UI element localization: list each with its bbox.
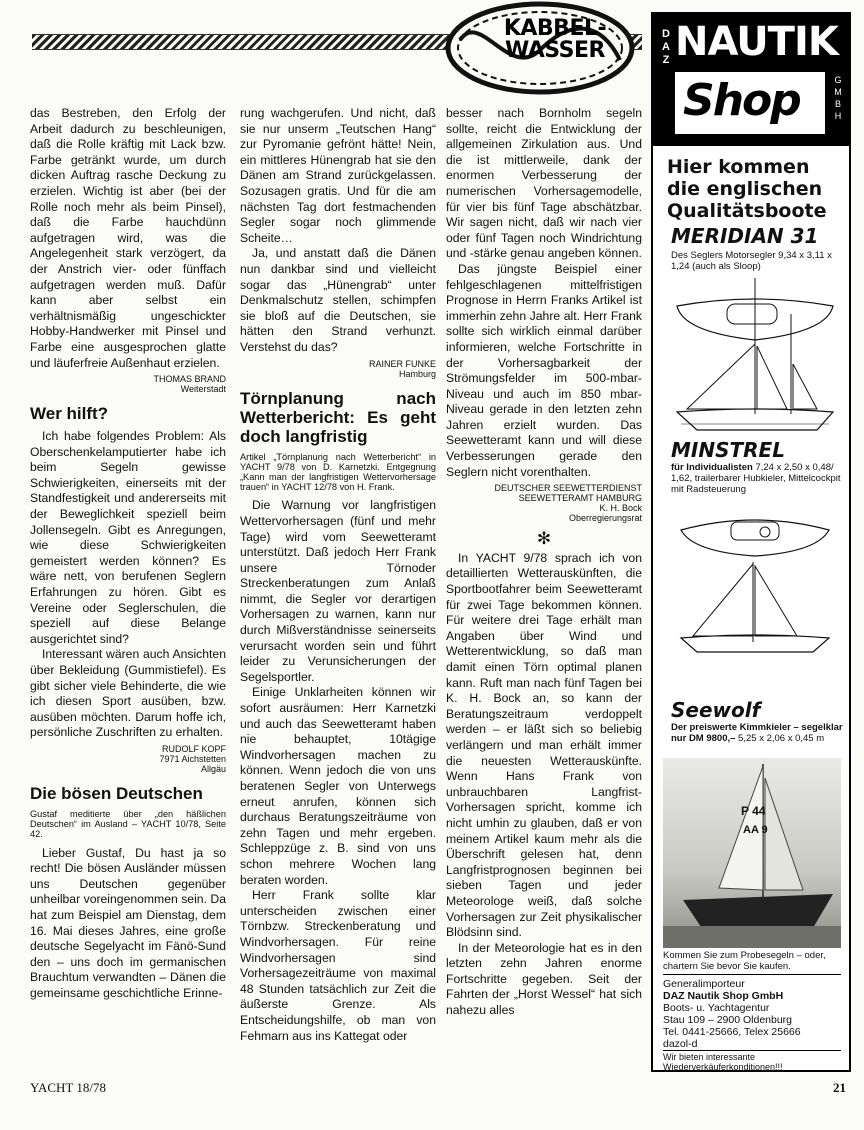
ad-importer bbox=[663, 978, 843, 1050]
importer-phone: Tel. 0441-25666, Telex 25666 bbox=[663, 1026, 801, 1038]
paragraph: Interessant wären auch Ansichten über Bekleidung (Gummistiefel). Es gibt sicher viele Behinderte, die wie ich diesen Sport ausüben, bzw. ausüben möchten. Darum hoffe ich, persönliche Zuschriften zu erhalten. bbox=[30, 647, 226, 740]
paragraph: Die Warnung vor langfristigen Wettervorhersagen (fünf und mehr Tage) wird vom Seewetteramt unterstützt. Daß jedoch Herr Frank unsere Törnoder Streckenberatungen zum Anlaß nimmt, die Segler vor derartigen Vorhersagen zu warnen, kann nur durch Mißverständnisse seinerseits verursacht worden sein und führt leider zu Verunsicherungen der Segelsportler. bbox=[240, 498, 436, 684]
title-line-1: KABBEL- bbox=[503, 16, 607, 41]
heading-toernplanung: Törnplanung nach Wetterbericht: Es geht doch langfristig bbox=[240, 388, 436, 446]
paragraph: Das jüngste Beispiel einer fehlgeschlagenen mittelfristigen Prognose in Herrn Franks Artikel ist immerhin zehn Jahre alt. Herr Frank sollte sich wirklich einmal darüber informieren, welche Fortschritte in der Vorhersagbarkeit der Strömungsfelder im 500-mbar-Niveau und auch im 850 mbar-Niveau gerade in den letzten zehn Jahren erzielt wurden. Das Seewetteramt kann und will diese Verbesserungen gerade den Seglern nicht vorenthalten. bbox=[446, 261, 642, 479]
seewolf-photo-drawing bbox=[663, 758, 841, 948]
column-3 bbox=[446, 106, 642, 1019]
sail-number-1: P 44 bbox=[741, 804, 766, 818]
heading-wer-hilft: Wer hilft? bbox=[30, 404, 109, 424]
importer-address-2: Stau 109 – 2900 Oldenburg bbox=[663, 1014, 793, 1026]
paragraph: das Bestreben, den Erfolg der Arbeit dadurch zu beschleunigen, daß die Rolle kräftig mit Lack bzw. Farbe getränkt wurde, um durch dicken Auftrag rasche Deckung zu erzielen. Wichtig ist aber (bei der Rolle noch mehr als beim Pinsel), daß die Farbe hauchdünn aufgetragen wird, was die Angelegenheit stark verzögert, da der Anstrich vier- oder fünffach aufgetragen werden muß. Dafür kann aber selbst ein verhältnismäßig ungeschickter Hobby-Handwerker mit Pinsel und Farbe eine ausgesprochen glatte und läuferfreie Außenhaut erzielen. bbox=[30, 106, 226, 370]
paragraph: besser nach Bornholm segeln sollte, reicht die Entwicklung der allgemeinen Zirkulation aus. Und die ist mittlerweile, dank der enormen Verbesserung der numerischen Vorhersagemodelle, für vier bis fünf Tage abschätzbar. Wir sagen nicht, daß wir nach vier oder fünf Tagen noch Windrichtung und -stärke genau angeben können. bbox=[446, 106, 642, 261]
importer-name: DAZ Nautik Shop GmbH bbox=[663, 990, 784, 1002]
seewolf-desc bbox=[671, 722, 847, 744]
meridian-desc: Des Seglers Motorsegler 9,34 x 3,11 x 1,24 (auch als Sloop) bbox=[671, 250, 832, 272]
signature bbox=[446, 483, 642, 523]
column-1 bbox=[30, 106, 226, 1002]
logo-nautik: NAUTIK bbox=[675, 19, 838, 65]
signature-name: RUDOLF KOPF bbox=[161, 743, 226, 754]
paragraph: In YACHT 9/78 sprach ich von detaillierten Wetterauskünften, die Sportbootfahrer beim Seewetteramt für zwei Tage bekommen können. Für weitere drei Tage erhält man Angaben über Wind und Wetterentwicklung, so daß man damit einen Törn optimal planen kann. Ruft man nach fünf Tagen bei K. H. Bock an, so kann der Beratungszeitraum verdoppelt werden – er läßt sich so beliebig verlängern und man erhält immer die neuesten Wetterauskünfte. Wenn Hans Frank von unbrauchbaren Langfrist-Vorhersagen spricht, komme ich nicht umhin zu glauben, daß er von meinem Artikel kaum mehr als die Überschrift gelesen hat, denn Langfristprognosen beginnen bei sieben Tagen und jeder Meteorologe weiß, daß solche Vorhersagen zur Zeit physikalischer Blödsinn sind. bbox=[446, 550, 642, 940]
footer-publication: YACHT 18/78 bbox=[30, 1080, 106, 1095]
signature bbox=[240, 359, 436, 379]
divider bbox=[663, 974, 841, 975]
signature-org: DEUTSCHER SEEWETTERDIENST bbox=[494, 483, 642, 494]
lead-text: Gustaf meditierte über „den häßlichen Deutschen“ im Ausland – YACHT 10/78, Seite 42. bbox=[30, 808, 226, 840]
paragraph: Herr Frank sollte klar unterscheiden zwischen einer Törnbzw. Streckenberatung und Windvorhersagen. Für reine Windvorhersagen sind Vorhersagezeiträume von maximal 48 Stunden tatsächlich zur Zeit die äußerste Grenze. Als Entscheidungshilfe, ob man von Fehmarn aus ins Kattegat oder bbox=[240, 888, 436, 1043]
divider bbox=[663, 1050, 841, 1051]
seewolf-photo bbox=[663, 758, 841, 948]
signature-title: Oberregierungsrat bbox=[568, 513, 642, 524]
signature bbox=[30, 744, 226, 774]
logo-gmbh: G M B H bbox=[834, 75, 842, 121]
footer-page-number: 21 bbox=[833, 1080, 846, 1095]
minstrel-drawing bbox=[667, 496, 843, 656]
separator-star: ✻ bbox=[536, 529, 552, 549]
importer-telex: dazol-d bbox=[663, 1038, 698, 1050]
logo-daz: D A Z bbox=[662, 28, 670, 66]
paragraph: Einige Unklarheiten können wir sofort ausräumen: Herr Karnetzki und auch das Seewetteramt haben nie behauptet, 10tägige Windvorhersagen machen zu können. Wenn jedoch die von uns beratenen Segler von Unterwegs erneut anrufen, können sich durchaus Beratungszeiträume von zehn Tagen und mehr ergeben. Schleppzüge z. B. sind von uns schon mehrere Wochen lang beraten worden. bbox=[240, 685, 436, 887]
ad-claim: Hier kommen die englischen Qualitätsboote bbox=[667, 156, 827, 222]
signature-name: K. H. Bock bbox=[599, 503, 642, 514]
importer-address-1: Boots- u. Yachtagentur bbox=[663, 1002, 770, 1014]
meridian-name: MERIDIAN 31 bbox=[671, 224, 819, 248]
seewolf-desc-highlight: Der preiswerte Kimmkieler – segelklar nur DM 9800,– bbox=[671, 722, 843, 744]
ad-logo-block bbox=[653, 14, 849, 146]
advertisement bbox=[651, 12, 851, 1072]
paragraph: Ja, und anstatt daß die Dänen nun dankbar sind und vielleicht sogar das „Hünengrab“ unter Denkmalschutz stellen, schimpfen sie bloß auf die Deutschen, sie hätten den Strand verhunzt. Verstehst du das? bbox=[240, 246, 436, 354]
minstrel-desc-text: 7,24 x 2,50 x 0,48/ 1,62, trailerbarer Hubkieler, Mittelcockpit mit Radsteuerung bbox=[671, 462, 841, 495]
signature-name: RAINER FUNKE bbox=[368, 358, 436, 369]
ad-dealers: Wir bieten interessante Wiederverkäuferkonditionen!!! bbox=[663, 1052, 783, 1072]
importer-label: Generalimporteur bbox=[663, 978, 745, 990]
minstrel-desc bbox=[671, 462, 847, 495]
seewolf-name: Seewolf bbox=[671, 698, 761, 722]
meridian-drawing bbox=[667, 274, 843, 434]
section-title bbox=[495, 18, 615, 62]
heading-boese-deutsche: Die bösen Deutschen bbox=[30, 783, 203, 803]
logo-shop: Shop bbox=[683, 75, 800, 126]
signature-name: THOMAS BRAND bbox=[153, 374, 226, 385]
title-line-2: WASSER bbox=[505, 38, 605, 63]
paragraph: In der Meteorologie hat es in den letzten zehn Jahren enorme Fortschritte gegeben. Seit der Fahrten der „Horst Wessel“ hat sich nahezu alles bbox=[446, 940, 642, 1018]
signature-place: Weiterstadt bbox=[180, 384, 226, 395]
column-2 bbox=[240, 106, 436, 1044]
minstrel-name: MINSTREL bbox=[671, 438, 785, 462]
lead-text: Artikel „Törnplanung nach Wetterbericht“ in YACHT 9/78 von D. Karnetzki. Entgegnung „Kann man der langfristigen Wettervorhersage trauen“ in YACHT 12/78 von H. Frank. bbox=[240, 451, 436, 493]
paragraph: rung wachgerufen. Und nicht, daß sie nur unserm „Teutschen Hang“ zur Pyromanie gefrönt hätte! Nein, ein mittleres Hünengrab hat sie den Dänen am Strand zurückgelassen. Sozusagen gratis. Und für die am nächsten Tag dort festmachenden Segler sogar noch glimmende Scheite… bbox=[240, 106, 436, 245]
signature-office: SEEWETTERAMT HAMBURG bbox=[518, 493, 642, 504]
paragraph: Ich habe folgendes Problem: Als Oberschenkelamputierter habe ich beim Segeln gewisse Schwierigkeiten, einerseits mit der Standfestigkeit und andererseits mit der Beweglichkeit speziell beim Jollensegeln. Gibt es Anregungen, wie diese Schwierigkeiten gemeistert werden können? Es wäre nett, von berufenen Seglern Erfahrungen zu hören. Gibt es Vereine oder Seglerschulen, die speziell auf diese Belange ausgerichtet sind? bbox=[30, 429, 226, 646]
signature-place: Hamburg bbox=[398, 368, 436, 379]
signature-region: Allgäu bbox=[200, 763, 226, 774]
signature-address: 7971 Aichstetten bbox=[159, 753, 226, 764]
ad-probesegeln: Kommen Sie zum Probesegeln – oder, chartern Sie bevor Sie kaufen. bbox=[663, 950, 826, 972]
signature bbox=[30, 374, 226, 394]
paragraph: Lieber Gustaf, Du hast ja so recht! Die bösen Ausländer müssen uns Deutschen gegenüber unheilbar voreingenommen sein. Da hat zum Beispiel am Dienstag, dem 16. Mai dieses Jahres, eine große deutsche Segelyacht im Fänö-Sund den – uns doch im germanischen Brauchtum verwandten – Dänen die gemeinsame geschichtliche Erinne- bbox=[30, 845, 226, 1000]
minstrel-desc-highlight: für Individualisten bbox=[671, 462, 753, 473]
sail-number-2: AA 9 bbox=[743, 824, 768, 836]
seewolf-desc-text: 5,25 x 2,06 x 0,45 m bbox=[735, 733, 825, 744]
